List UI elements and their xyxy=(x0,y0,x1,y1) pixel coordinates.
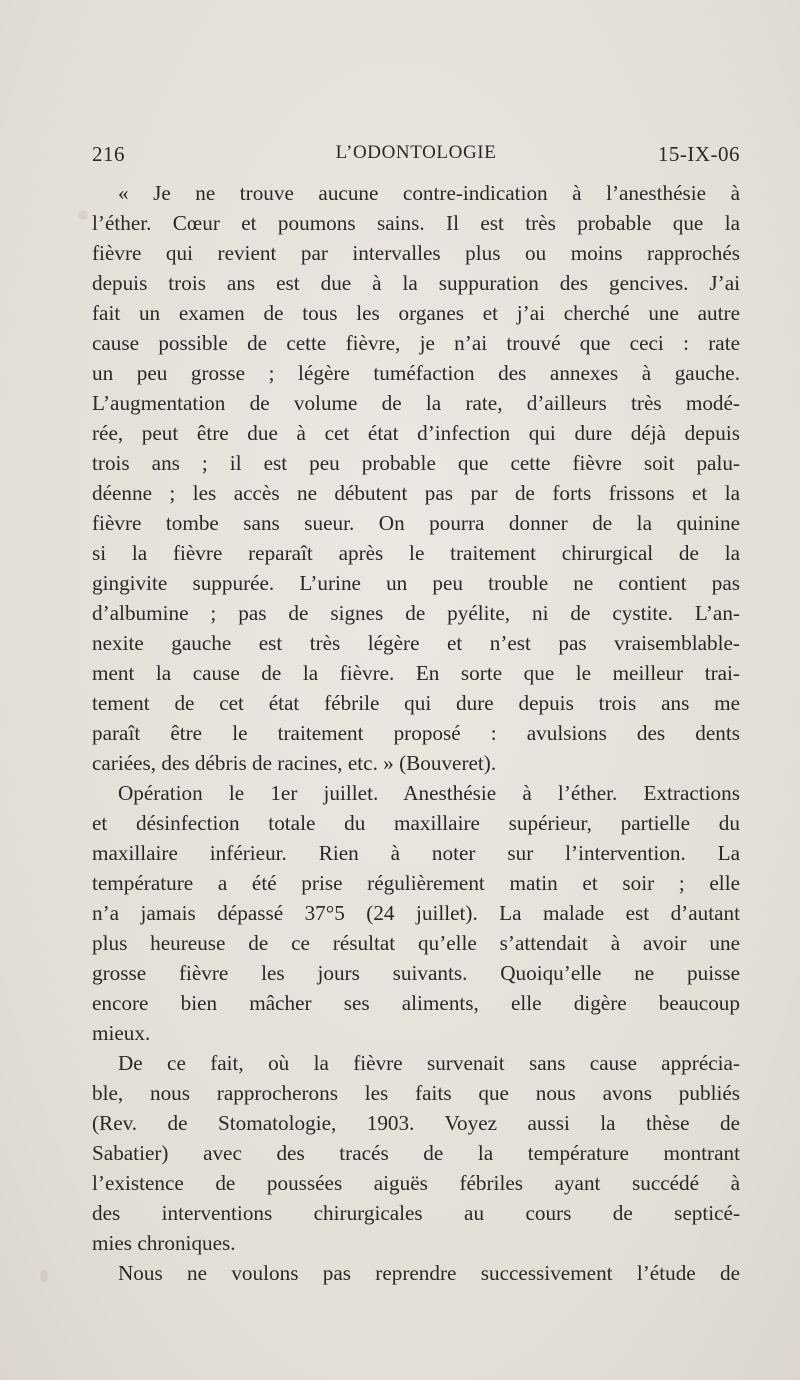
issue-date: 15-IX-06 xyxy=(657,142,740,166)
text-line: paraît être le traitement proposé : avulsions des dents xyxy=(92,721,740,745)
text-line: déenne ; les accès ne débutent pas par de forts frissons et la xyxy=(92,481,740,505)
text-line: des interventions chirurgicales au cours de septicé- xyxy=(92,1201,740,1225)
text-line: maxillaire inférieur. Rien à noter sur l’intervention. La xyxy=(92,841,740,865)
text-line: L’augmentation de volume de la rate, d’ailleurs très modé- xyxy=(92,391,740,415)
running-title: L’ODONTOLOGIE xyxy=(335,142,497,163)
text-line: tement de cet état fébrile qui dure depuis trois ans me xyxy=(92,691,740,715)
paper-stain xyxy=(40,1270,48,1282)
text-line: ble, nous rapprocherons les faits que nous avons publiés xyxy=(92,1081,740,1105)
text-line: n’a jamais dépassé 37°5 (24 juillet). La malade est d’autant xyxy=(92,901,740,925)
text-line: fièvre tombe sans sueur. On pourra donner de la quinine xyxy=(92,511,740,535)
text-line: l’existence de poussées aiguës fébriles ayant succédé à xyxy=(92,1171,740,1195)
text-line: Opération le 1er juillet. Anesthésie à l’éther. Extractions xyxy=(118,781,740,805)
text-line: mieux. xyxy=(92,1021,151,1045)
page-number: 216 xyxy=(92,142,125,166)
text-line: cariées, des débris de racines, etc. » (Bouveret). xyxy=(92,751,497,775)
text-line: nexite gauche est très légère et n’est pas vraisemblable- xyxy=(92,631,740,655)
running-header xyxy=(92,142,740,172)
text-line: rée, peut être due à cet état d’infection qui dure déjà depuis xyxy=(92,421,740,445)
text-line: d’albumine ; pas de signes de pyélite, ni de cystite. L’an- xyxy=(92,601,740,625)
text-line: et désinfection totale du maxillaire supérieur, partielle du xyxy=(92,811,740,835)
text-line: Nous ne voulons pas reprendre successivement l’étude de xyxy=(118,1261,740,1285)
text-line: « Je ne trouve aucune contre-indication à l’anesthésie à xyxy=(118,181,740,205)
text-line: fièvre qui revient par intervalles plus ou moins rapprochés xyxy=(92,241,740,265)
text-line: gingivite suppurée. L’urine un peu trouble ne contient pas xyxy=(92,571,740,595)
text-line: grosse fièvre les jours suivants. Quoiqu’elle ne puisse xyxy=(92,961,740,985)
text-line: ment la cause de la fièvre. En sorte que le meilleur trai- xyxy=(92,661,740,685)
body-text xyxy=(92,178,740,1288)
text-line: si la fièvre reparaît après le traitement chirurgical de la xyxy=(92,541,740,565)
text-line: mies chroniques. xyxy=(92,1231,236,1255)
text-line: température a été prise régulièrement matin et soir ; elle xyxy=(92,871,740,895)
paper-stain xyxy=(78,210,88,220)
text-line: un peu grosse ; légère tuméfaction des annexes à gauche. xyxy=(92,361,740,385)
text-line: encore bien mâcher ses aliments, elle digère beaucoup xyxy=(92,991,740,1015)
text-line: l’éther. Cœur et poumons sains. Il est très probable que la xyxy=(92,211,740,235)
text-line: depuis trois ans est due à la suppuration des gencives. J’ai xyxy=(92,271,740,295)
text-line: Sabatier) avec des tracés de la température montrant xyxy=(92,1141,740,1165)
text-line: (Rev. de Stomatologie, 1903. Voyez aussi la thèse de xyxy=(92,1111,740,1135)
text-line: fait un examen de tous les organes et j’ai cherché une autre xyxy=(92,301,740,325)
text-line: De ce fait, où la fièvre survenait sans cause apprécia- xyxy=(118,1051,740,1075)
text-line: plus heureuse de ce résultat qu’elle s’attendait à avoir une xyxy=(92,931,740,955)
text-line: trois ans ; il est peu probable que cette fièvre soit palu- xyxy=(92,451,740,475)
text-line: cause possible de cette fièvre, je n’ai trouvé que ceci : rate xyxy=(92,331,740,355)
